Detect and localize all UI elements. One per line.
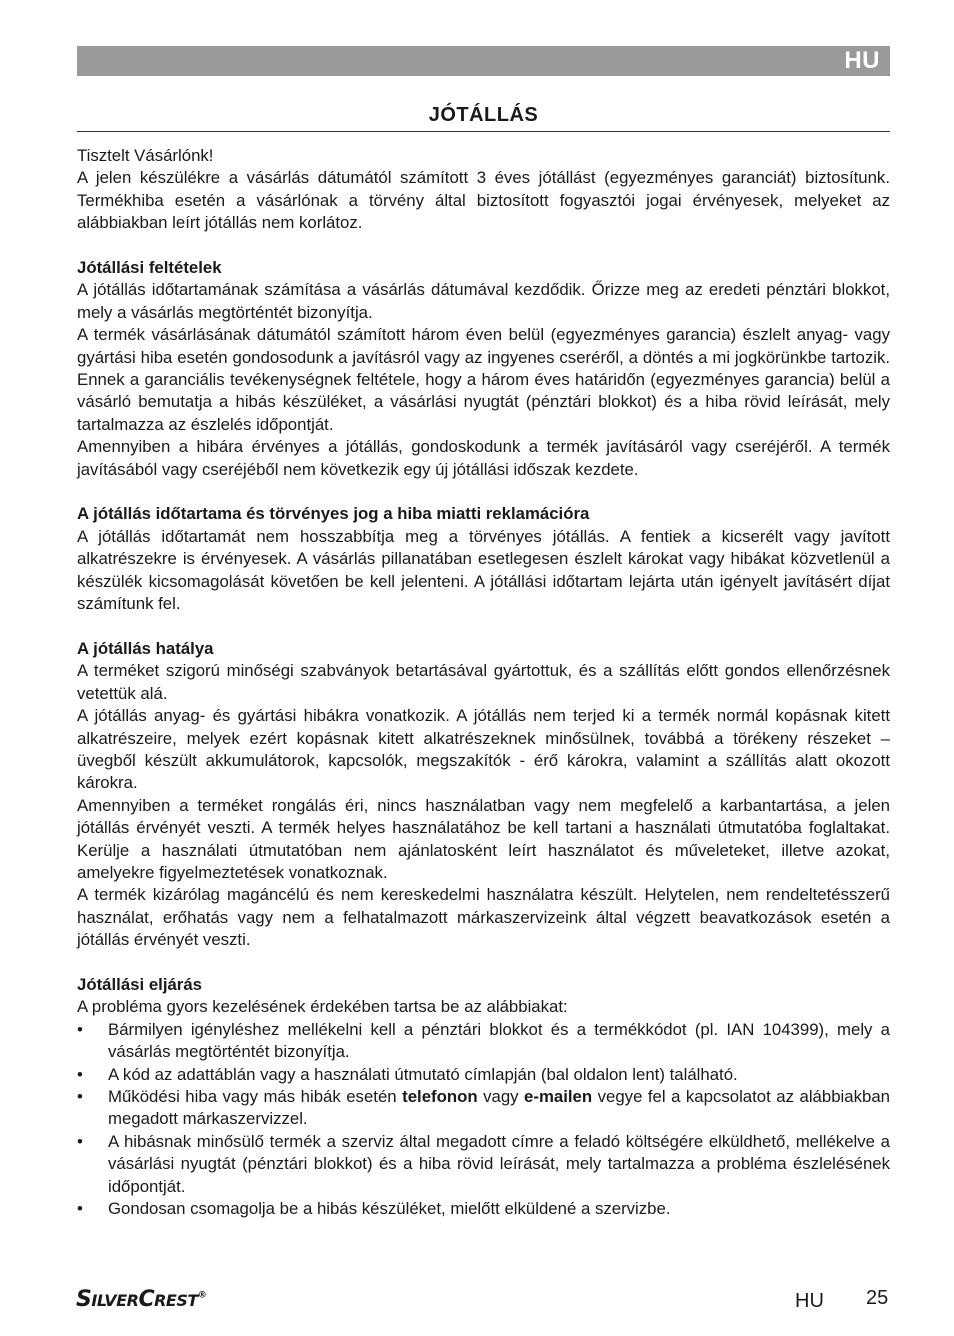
logo-letter-c: C [138,1287,155,1312]
contact-text-pre: Működési hiba vagy más hibák esetén [108,1087,403,1106]
list-item-text: A hibásnak minősülő termék a szerviz által megadott címre a feladó költségére elküldhető, mellékelve a vásárlási nyugtát (pénztári blokkot) és a hiba rövid leírását, mely tartalmazza a probléma észlelésének időpontját. [108,1131,890,1196]
paragraph: A jótállás időtartamának számítása a vásárlás dátumával kezdődik. Őrizze meg az eredeti pénztári blokkot, mely a vásárlás megtörténtét bizonyítja. [77,280,890,322]
footer-language: HU [795,1290,824,1312]
section-heading-duration: A jótállás időtartama és törvényes jog a hiba miatti reklamációra [77,504,590,524]
list-item [77,1131,890,1198]
list-item-text: Gondosan csomagolja be a hibás készüléket, mielőtt elküldené a szervizbe. [108,1199,671,1219]
contact-phone: telefonon [402,1087,478,1106]
contact-text-mid: vagy [477,1087,525,1106]
bullet-icon: • [77,1087,83,1106]
intro-paragraph: A jelen készülékre a vásárlás dátumától számított 3 éves jótállást (egyezményes garanciát) biztosítunk. Termékhiba esetén a vásárlónak a törvény által biztosított fogyasztói jogai érvényesek, melyeket az alábbiakban leírt jótállás nem korlátoz. [77,168,890,233]
bullet-icon: • [77,1064,83,1084]
paragraph: A jótállás anyag- és gyártási hibákra vonatkozik. A jótállás nem terjed ki a termék normál kopásnak kitett alkatrészeire, melyek ezért kopásnak kitett alkatrészeknek minősülnek, továbbá a törékeny részeket – üvegből készült akkumulátorok, kapcsolók, megszakítók - érő károkra, valamint a szállítás alatt okozott károkra. [77,706,890,793]
title-divider [77,131,890,132]
paragraph: A terméket szigorú minőségi szabványok betartásával gyártottuk, és a szállítás előtt gondos ellenőrzésnek vetettük alá. [77,661,890,703]
list-item [77,1064,890,1086]
list-item-text: A kód az adattáblán vagy a használati útmutató címlapján (bal oldalon lent) található. [108,1064,738,1084]
page-number: 25 [866,1287,889,1309]
logo-text-ilver: ILVER [91,1291,139,1310]
list-item-text: Bármilyen igényléshez mellékelni kell a pénztári blokkot és a termékkódot (pl. IAN 104399), mely a vásárlás megtörténtét bizonyítja. [108,1019,890,1062]
paragraph: Amennyiben a terméket rongálás éri, nincs használatban vagy nem megfelelő a karbantartása, a jelen jótállás érvényét veszti. A termék helyes használatához be kell tartani a használati útmutatóba foglaltakat. Kerülje a használati útmutatóban nem ajánlatosként leírt használatot és műveleteket, illetve azokat, amelyekre figyelmeztetések vonatkoznak. [77,795,890,882]
procedure-list [77,1019,890,1221]
paragraph: A termék vásárlásának dátumától számított három éven belül (egyezményes garancia) észlelt anyag- vagy gyártási hiba esetén gondosodunk a javításról vagy az ingyenes cseréről, a döntés a mi jogkörünkbe tartozik. Ennek a garanciális tevékenységnek feltétele, hogy a három éves határidőn (egyezményes garancia) belül a vásárló bemutatja a hibás készüléket, a vásárlási nyugtát (pénztári blokkot) és a hiba rövid leírását, mely tartalmazza az észlelés időpontját. [77,325,890,434]
bullet-icon: • [77,1131,83,1151]
bullet-icon: • [77,1019,83,1039]
logo-letter-s: S [76,1287,92,1312]
section-heading-conditions: Jótállási feltételek [77,258,222,278]
language-badge: HU [844,47,880,74]
header-bar [77,46,890,76]
paragraph: A termék kizárólag magáncélú és nem kereskedelmi használatra készült. Helytelen, nem rendeltetésszerű használat, erőhatás vagy nem a felhatalmazott márkaszervizeink által végzett beavatkozások esetén a jótállás érvényét veszti. [77,885,890,950]
document-body [77,145,890,1220]
logo-text-rest: REST [154,1291,198,1310]
list-item [77,1019,890,1064]
section-heading-scope: A jótállás hatálya [77,638,214,658]
greeting: Tisztelt Vásárlónk! [77,146,214,165]
bullet-icon: • [77,1199,83,1219]
contact-email: e-mailen [524,1087,593,1106]
list-item [77,1198,890,1220]
registered-mark: ® [197,1290,207,1301]
brand-logo [76,1287,206,1312]
section-heading-procedure: Jótállási eljárás [77,974,203,994]
procedure-intro: A probléma gyors kezelésének érdekében tartsa be az alábbiakat: [77,997,568,1017]
paragraph: A jótállás időtartamát nem hosszabbítja meg a törvényes jótállás. A fentiek a kicserélt vagy javított alkatrészekre is érvényesek. A vásárlás pillanatában esetlegesen észlelt károkat vagy hibákat közvetlenül a készülék kicsomagolását követően be kell jelenteni. A jótállási időtartam lejárta után igényelt javításért díjat számítunk fel. [77,526,890,614]
contact-text-post: vegye fel a kapcsolatot az alábbiakban megadott márkaszervizzel. [108,1087,890,1129]
paragraph: Amennyiben a hibára érvényes a jótállás, gondoskodunk a termék javításáról vagy cseréjéről. A termék javításából vagy cseréjéből nem következik egy új jótállási időszak kezdete. [77,437,890,479]
list-item [77,1086,890,1131]
page-title: JÓTÁLLÁS [428,104,539,126]
